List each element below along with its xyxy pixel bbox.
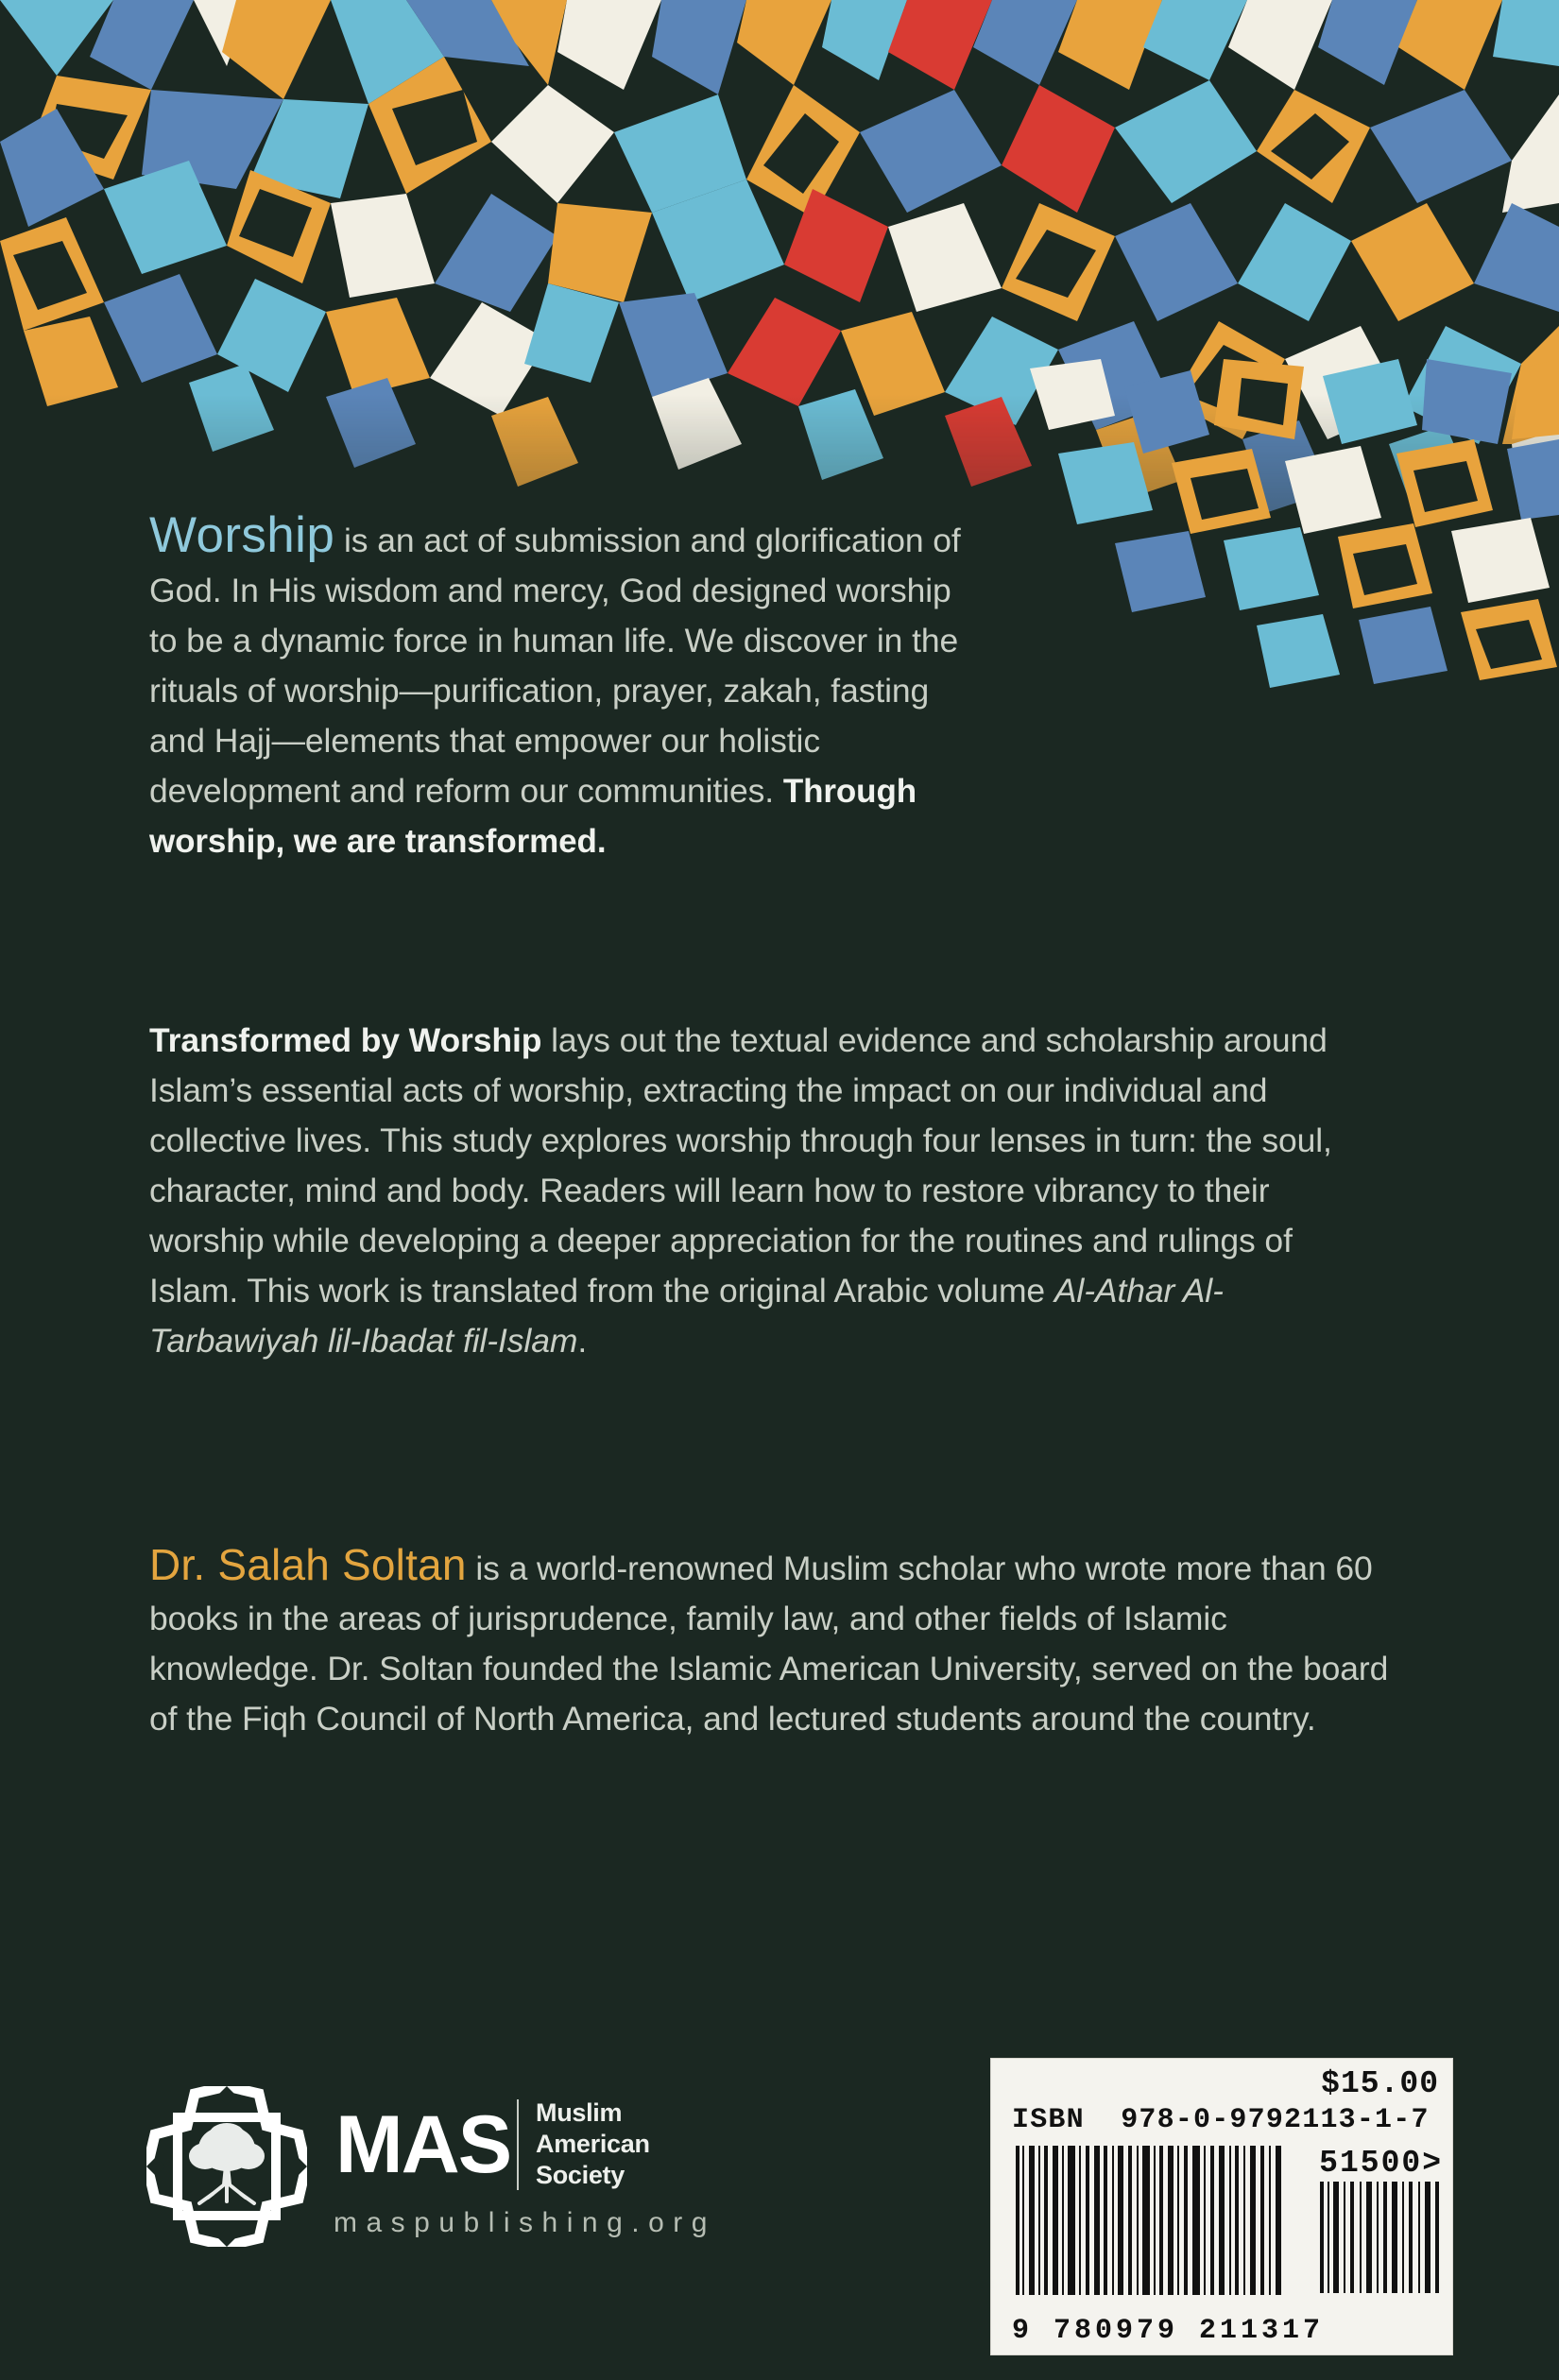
publisher-logo-block[interactable] xyxy=(146,2079,902,2305)
price-supplement-barcode-bars xyxy=(1318,2182,1441,2293)
logo-divider xyxy=(517,2099,519,2190)
publisher-wordmark: MAS xyxy=(335,2099,511,2190)
author-bio-body xyxy=(149,1540,1396,1744)
ean13-barcode-bars xyxy=(1014,2146,1288,2295)
author-bio-text: is a world-renowned Muslim scholar who wrote more than 60 books in the areas of jurisprudence, family law, and other fields of Islamic knowledge. Dr. Soltan founded the Islamic American University, served on the board of the Fiqh Council of North America, and lectured students around the country. xyxy=(149,1550,1389,1738)
blurb-paragraph-2 xyxy=(149,1016,1378,1366)
blurb-body-2 xyxy=(149,1016,1378,1366)
lead-word-worship: Worship xyxy=(149,507,335,563)
price-supplement-digits: 51500> xyxy=(1319,2146,1443,2181)
book-title-bold: Transformed by Worship xyxy=(149,1021,542,1059)
geometric-pattern-accent-right xyxy=(1020,359,1559,737)
original-arabic-title: Al-Athar Al-Tarbawiyah lil-Ibadat fil-Islam xyxy=(149,1272,1224,1360)
blurb-body-1 xyxy=(149,507,981,866)
publisher-name-line-1: Muslim xyxy=(536,2098,623,2127)
blurb-text-1: is an act of submission and glorification of God. In His wisdom and mercy, God designed worship to be a dynamic force in human life. We discover in the rituals of worship—purification, prayer, zakah, fasting and Hajj—elements that empower our holistic development and reform our communities. xyxy=(149,522,961,810)
publisher-name-line-2: American xyxy=(536,2130,650,2158)
blurb-text-2a: lays out the textual evidence and scholarship around Islam’s essential acts of worship, extracting the impact on our individual and collective lives. This study explores worship through four lenses in turn: the soul, character, mind and body. Readers will learn how to restore vibrancy to their worship while developing a deeper appreciation for the routines and rulings of Islam. This work is translated from the original Arabic volume xyxy=(149,1021,1332,1310)
publisher-website[interactable]: maspublishing.org xyxy=(334,2207,716,2238)
author-bio-block xyxy=(149,1540,1396,1744)
isbn-label: ISBN xyxy=(1012,2104,1085,2136)
author-name: Dr. Salah Soltan xyxy=(149,1540,467,1589)
isbn-number: 978-0-9792113-1-7 xyxy=(1121,2104,1430,2136)
blurb-bold-tagline: Through worship, we are transformed. xyxy=(149,773,917,860)
barcode-block xyxy=(990,2058,1453,2355)
blurb-text-2b: . xyxy=(577,1322,588,1360)
publisher-name-line-3: Society xyxy=(536,2161,625,2189)
ean13-digits: 9 780979 211317 xyxy=(1012,2315,1325,2347)
price-label: $15.00 xyxy=(1321,2066,1439,2101)
publisher-full-name xyxy=(536,2097,650,2191)
blurb-paragraph-1 xyxy=(149,507,981,866)
eight-point-star-tree-logo-icon xyxy=(146,2086,307,2247)
isbn-line xyxy=(1012,2104,1430,2136)
